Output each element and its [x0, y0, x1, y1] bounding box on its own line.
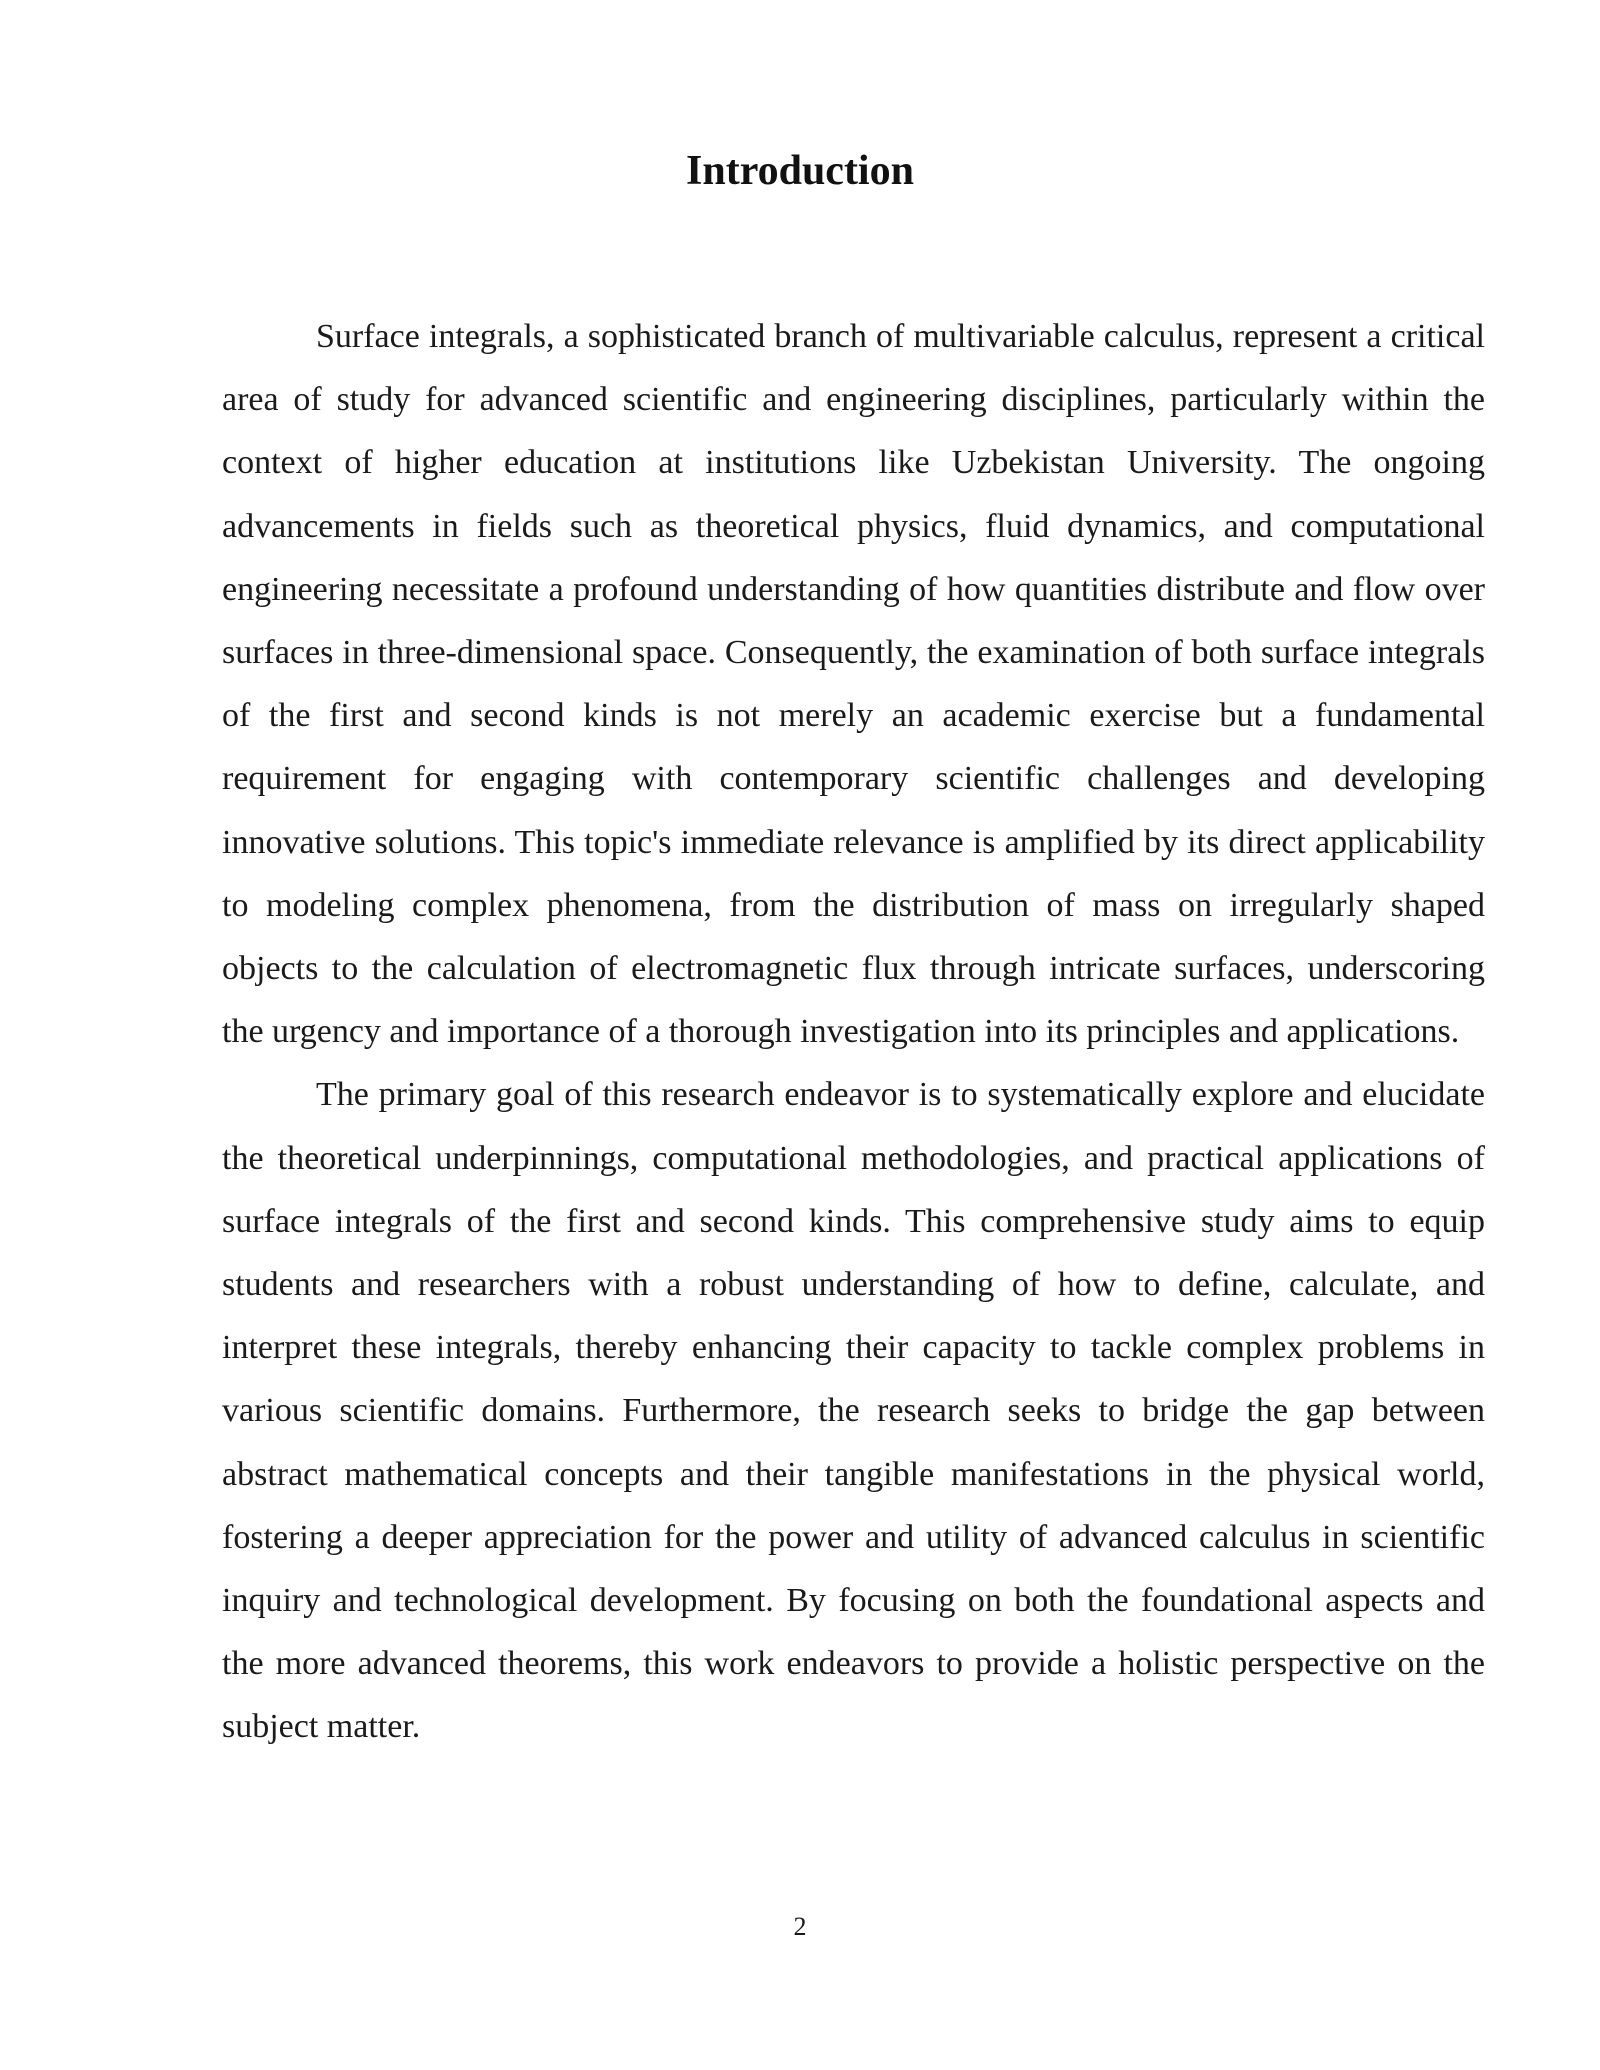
paragraph-relevance: Surface integrals, a sophisticated branch of multivariable calculus, represent a critical area of study for advanced scientific and engineering disciplines, particularly within the context of higher education at institutions like Uzbekistan University. The ongoing advancements in fields such as theoretical physics, fluid dynamics, and computational engineering necessitate a profound understanding of how quantities distribute and flow over surfaces in three-dimensional space. Consequently, the examination of both surface integrals of the first and second kinds is not merely an academic exercise but a fundamental requirement for engaging with contemporary scientific challenges and developing innovative solutions. This topic's immediate relevance is amplified by its direct applicability to modeling complex phenomena, from the distribution of mass on irregularly shaped objects to the calculation of electromagnetic flux through intricate surfaces, underscoring the urgency and importance of a thorough investigation into its principles and applications.: [222, 318, 1485, 1051]
body-text: [222, 305, 1485, 1759]
page-number: 2: [793, 1912, 807, 1941]
page-title: Introduction: [686, 148, 914, 194]
paragraph-goal: The primary goal of this research endeavor is to systematically explore and elucidate the theoretical underpinnings, computational methodologies, and practical applications of surface integrals of the first and second kinds. This comprehensive study aims to equip students and researchers with a robust understanding of how to define, calculate, and interpret these integrals, thereby enhancing their capacity to tackle complex problems in various scientific domains. Furthermore, the research seeks to bridge the gap between abstract mathematical concepts and their tangible manifestations in the physical world, fostering a deeper appreciation for the power and utility of advanced calculus in scientific inquiry and technological development. By focusing on both the foundational aspects and the more advanced theorems, this work endeavors to provide a holistic perspective on the subject matter.: [222, 1076, 1485, 1746]
